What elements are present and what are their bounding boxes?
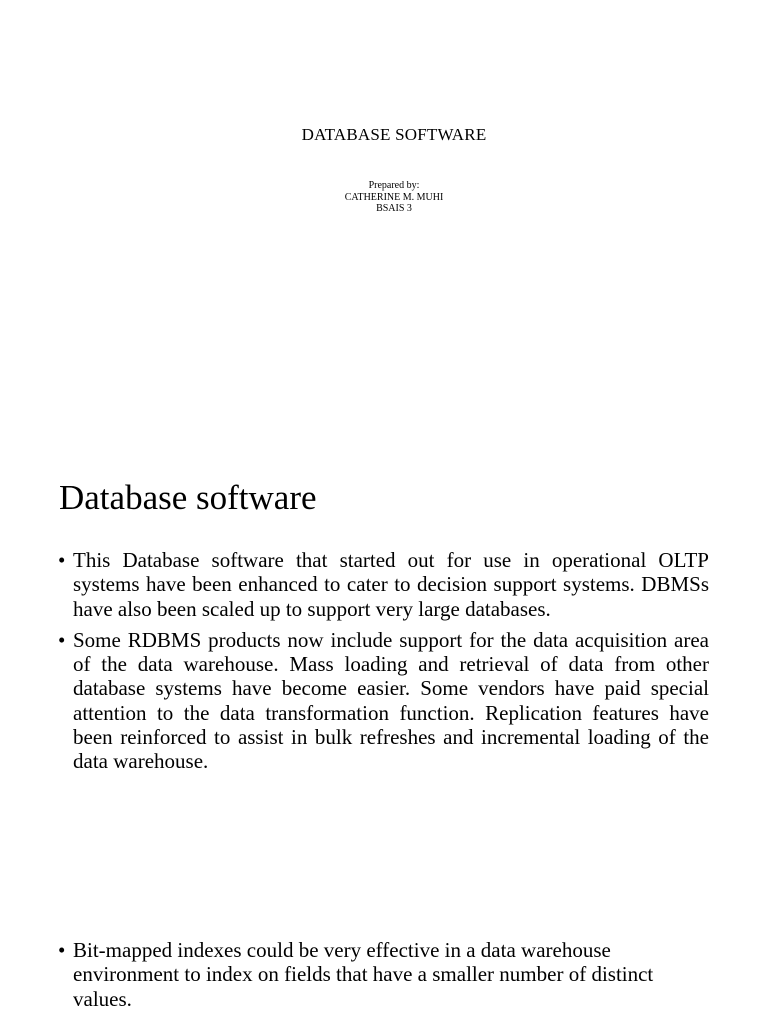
- list-item: [58, 938, 709, 1011]
- title-slide: [0, 0, 768, 420]
- prepared-label: Prepared by:: [368, 180, 420, 191]
- bullet-icon: •: [58, 938, 66, 962]
- slide-heading: Database software: [59, 478, 317, 517]
- bullet-text: This Database software that started out for use in operational OLTP systems have been enhanced to cater to decision support systems. DBMSs have also been scaled up to support very large databases.: [73, 548, 709, 621]
- bullet-list: [58, 548, 709, 781]
- third-slide: [0, 930, 768, 1024]
- bullet-icon: •: [58, 548, 66, 572]
- prepared-by-block: [0, 180, 768, 215]
- document-title: DATABASE SOFTWARE: [301, 125, 487, 144]
- list-item: [58, 548, 709, 621]
- author-name: CATHERINE M. MUHI: [344, 191, 444, 203]
- bullet-text: Bit-mapped indexes could be very effective in a data warehouse environment to index on fields that have a smaller number of distinct values.: [73, 938, 654, 1011]
- course-label: BSAIS 3: [376, 203, 412, 214]
- list-item: [58, 628, 709, 774]
- bullet-text: Some RDBMS products now include support for the data acquisition area of the data warehouse. Mass loading and retrieval of data from other database systems have become easier. Some vendors have paid special attention to the data transformation function. Replication features have been reinforced to assist in bulk refreshes and incremental loading of the data warehouse.: [73, 627, 709, 774]
- bullet-list: [58, 938, 709, 1018]
- bullet-icon: •: [58, 627, 66, 652]
